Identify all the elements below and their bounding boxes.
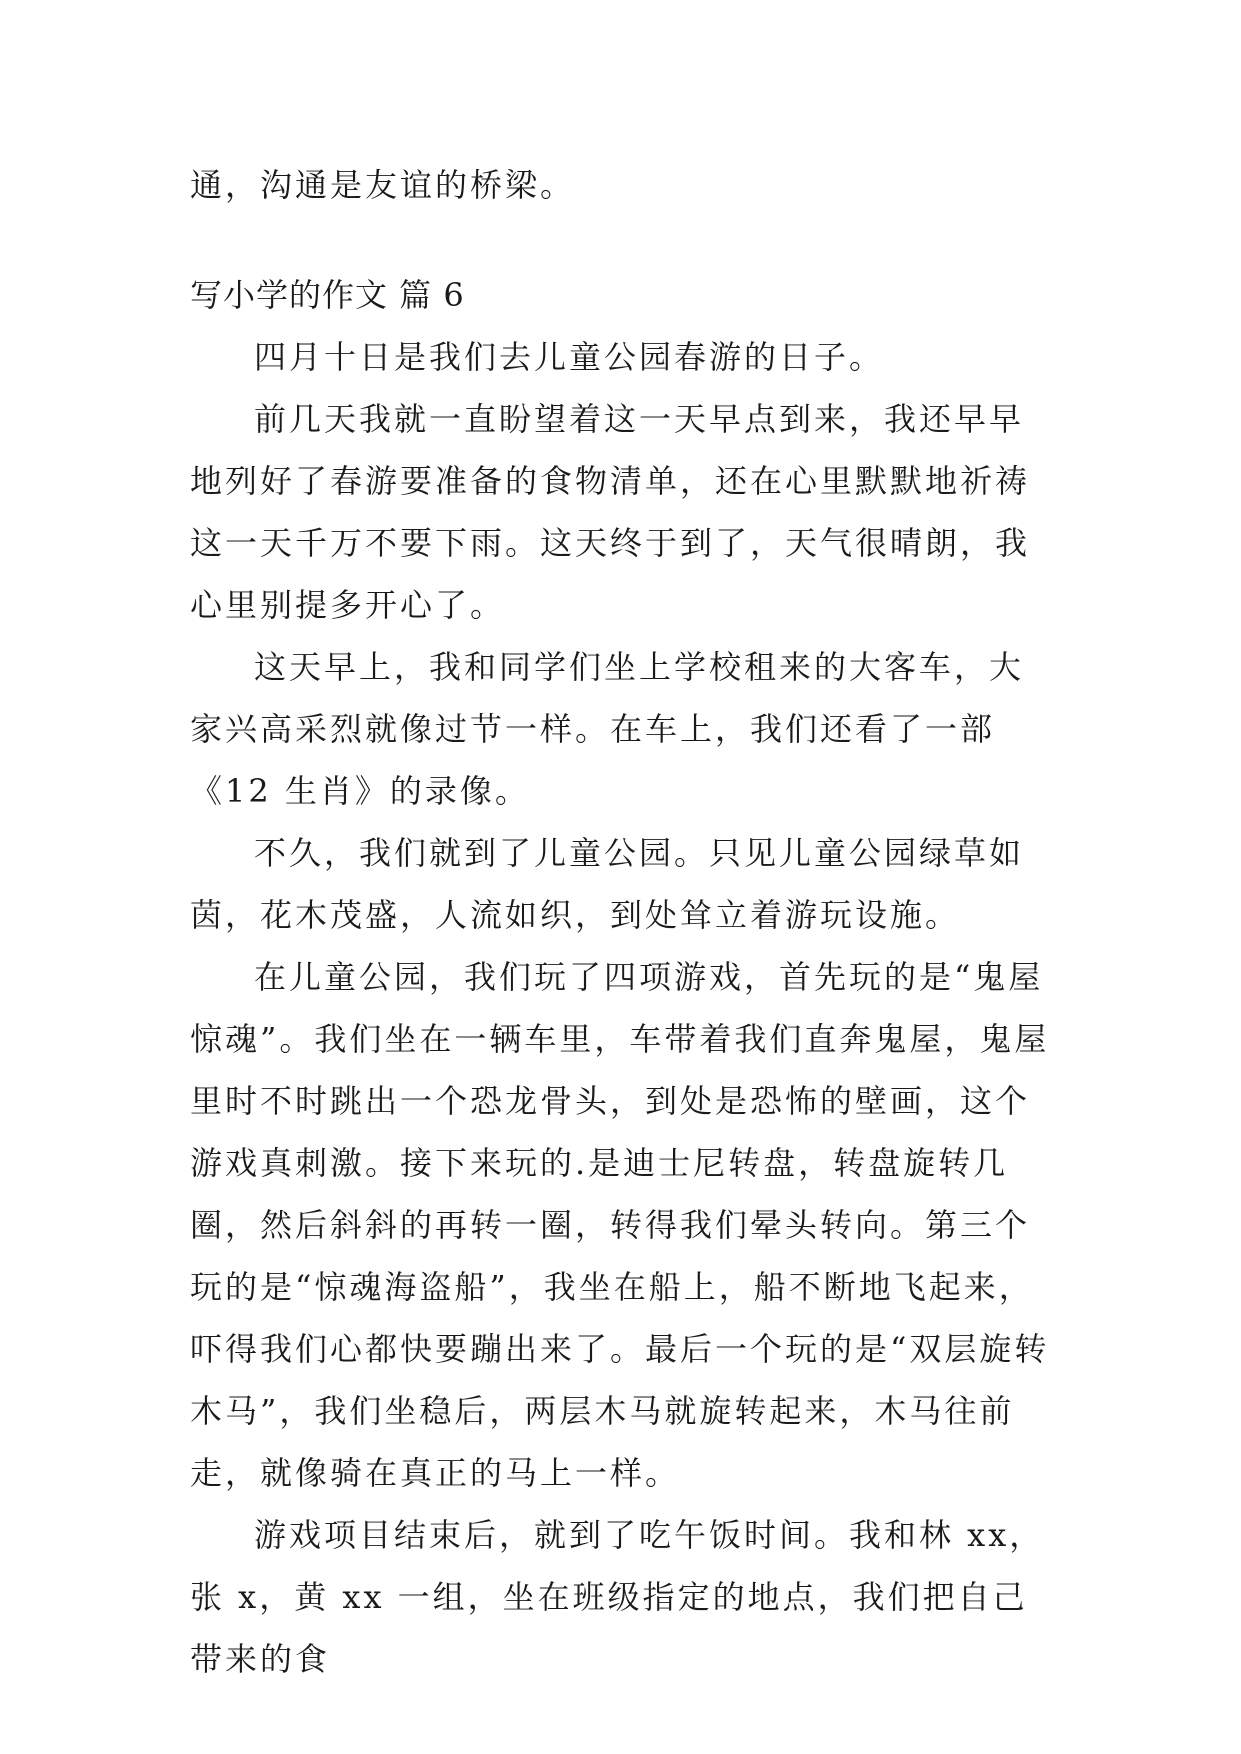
paragraph: 这天早上，我和同学们坐上学校租来的大客车，大家兴高采烈就像过节一样。在车上，我们还看了一部《12 生肖》的录像。 [190, 648, 1025, 810]
section-heading: 写小学的作文 篇 6 [190, 276, 465, 314]
paragraph: 在儿童公园，我们玩了四项游戏，首先玩的是“鬼屋惊魂”。我们坐在一辆车里，车带着我们直奔鬼屋，鬼屋里时不时跳出一个恐龙骨头，到处是恐怖的壁画，这个游戏真刺激。接下来玩的.是迪士尼转盘，转盘旋转几圈，然后斜斜的再转一圈，转得我们晕头转向。第三个玩的是“惊魂海盗船”，我坐在船上，船不断地飞起来，吓得我们心都快要蹦出来了。最后一个玩的是“双层旋转木马”，我们坐稳后，两层木马就旋转起来，木马往前走，就像骑在真正的马上一样。 [190, 958, 1050, 1492]
paragraph: 前几天我就一直盼望着这一天早点到来，我还早早地列好了春游要准备的食物清单，还在心里默默地祈祷这一天千万不要下雨。这天终于到了，天气很晴朗，我心里别提多开心了。 [190, 400, 1031, 624]
paragraph: 四月十日是我们去儿童公园春游的日子。 [254, 338, 885, 376]
paragraph: 不久，我们就到了儿童公园。只见儿童公园绿草如茵，花木茂盛，人流如织，到处耸立着游玩设施。 [190, 834, 1025, 934]
essay-body [190, 326, 1050, 1690]
paragraph: 游戏项目结束后，就到了吃午饭时间。我和林 xx，张 x，黄 xx 一组，坐在班级指定的地点，我们把自己带来的食 [190, 1516, 1045, 1678]
continuation-text: 通，沟通是友谊的桥梁。 [190, 166, 576, 204]
